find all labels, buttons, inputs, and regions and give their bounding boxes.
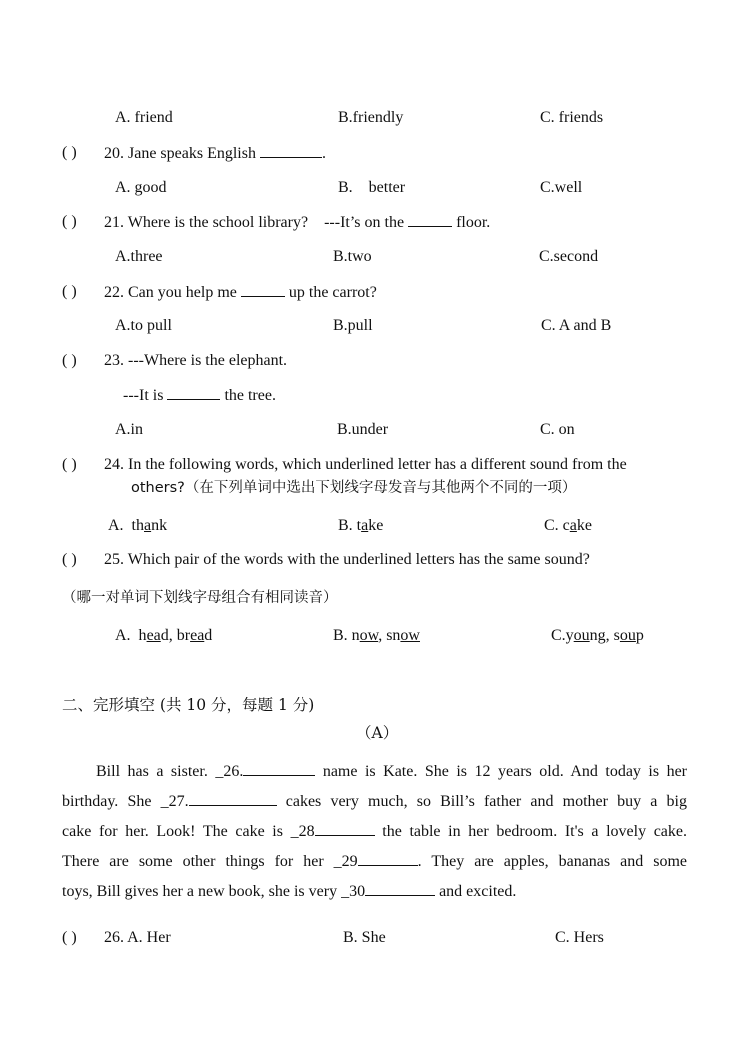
q19-option-a: A. friend: [115, 109, 173, 126]
q19-option-c: C. friends: [540, 109, 604, 126]
blank-26: [243, 761, 315, 776]
q25-option-a: A. head, bread: [115, 627, 213, 644]
q20-option-b: B. better: [338, 179, 406, 196]
q23-option-c: C. on: [540, 421, 575, 438]
passage-line-3: cake for her. Look! The cake is _28 the table in her bedroom. It's a lovely cake.: [62, 823, 688, 840]
q21-stem: 21. Where is the school library? ---It’s on the floor.: [104, 214, 491, 231]
q26-option-c: C. Hers: [555, 929, 604, 946]
q24-option-b: B. take: [338, 517, 384, 534]
q22-blank: [241, 282, 285, 297]
q21-option-c: C.second: [539, 248, 599, 265]
q21-option-b: B.two: [333, 248, 372, 265]
blank-29: [358, 851, 418, 866]
q21-option-a: A.three: [115, 248, 163, 265]
q23-blank: [167, 385, 220, 400]
blank-30: [365, 881, 435, 896]
q24-stem-line2: others?（在下列单词中选出下划线字母发音与其他两个不同的一项）: [131, 480, 577, 496]
q22-paren: ( ): [62, 283, 77, 300]
q19-option-b: B.friendly: [338, 109, 404, 126]
q21-paren: ( ): [62, 213, 77, 230]
q22-option-b: B.pull: [333, 317, 373, 334]
q26-paren: ( ): [62, 929, 77, 946]
q23-option-b: B.under: [337, 421, 389, 438]
passage-line-5: toys, Bill gives her a new book, she is very _30 and excited.: [62, 883, 517, 900]
q25-option-c: C.young, soup: [551, 627, 644, 644]
q20-paren: ( ): [62, 144, 77, 161]
cloze-passage: [62, 757, 687, 907]
q22-option-a: A.to pull: [115, 317, 172, 334]
passage-line-4: There are some other things for her _29 . They are apples, bananas and some: [62, 853, 687, 870]
q24-stem: 24. In the following words, which underlined letter has a different sound from the: [104, 456, 627, 473]
passage-label: （A）: [356, 724, 399, 742]
q22-option-c: C. A and B: [541, 317, 612, 334]
q26-stem: 26. A. Her: [104, 929, 171, 946]
q20-option-c: C.well: [540, 179, 583, 196]
blank-27: [189, 791, 277, 806]
q25-stem: 25. Which pair of the words with the underlined letters has the same sound?: [104, 551, 590, 568]
q23-stem: 23. ---Where is the elephant.: [104, 352, 288, 369]
passage-line-2: birthday. She _27. cakes very much, so Bill’s father and mother buy a big: [62, 793, 687, 810]
q22-stem: 22. Can you help me up the carrot?: [104, 284, 377, 301]
q24-paren: ( ): [62, 456, 77, 473]
q24-option-c: C. cake: [544, 517, 592, 534]
q23-paren: ( ): [62, 352, 77, 369]
q21-blank: [408, 212, 452, 227]
q23-option-a: A.in: [115, 421, 143, 438]
q25-option-b: B. now, snow: [333, 627, 420, 644]
q25-note: （哪一对单词下划线字母组合有相同读音）: [62, 590, 338, 606]
q23-line2: ---It is the tree.: [123, 387, 276, 404]
blank-28: [315, 821, 375, 836]
q20-stem: 20. Jane speaks English .: [104, 145, 326, 162]
q20-blank: [260, 143, 322, 158]
q24-option-a: A. thank: [108, 517, 168, 534]
q25-paren: ( ): [62, 551, 77, 568]
q20-option-a: A. good: [115, 179, 167, 196]
section-heading: 二、完形填空 (共 10 分，每题 1 分): [62, 696, 315, 714]
q26-option-b: B. She: [343, 929, 386, 946]
passage-line-1: Bill has a sister. _26. name is Kate. She is 12 years old. And today is her: [96, 763, 688, 780]
